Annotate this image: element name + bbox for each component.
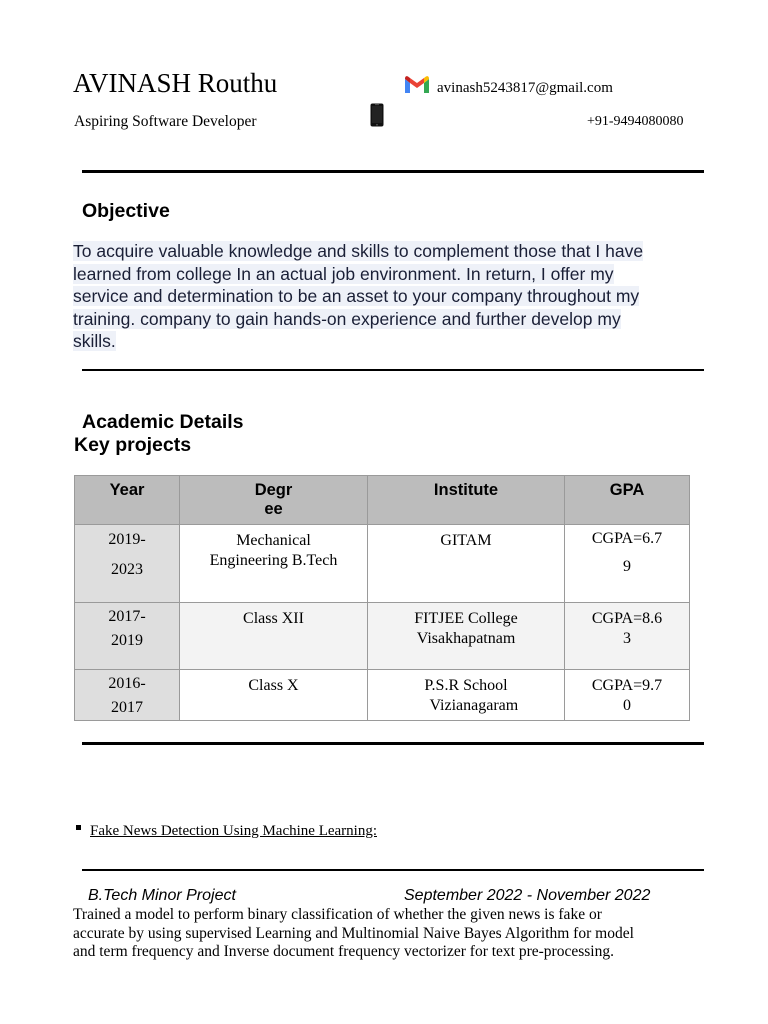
objective-line: training. company to gain hands-on experience and further develop my [73, 308, 621, 329]
table-row [75, 670, 690, 721]
column-header-institute: Institute [368, 476, 565, 525]
email-link[interactable]: avinash5243817@gmail.com [437, 80, 613, 96]
objective-heading: Objective [82, 200, 170, 222]
objective-text [73, 240, 693, 353]
gpa-cell: CGPA=8.6 3 [565, 603, 690, 670]
institute-cell: P.S.R School Vizianagaram [368, 670, 565, 721]
table-row [75, 525, 690, 603]
divider [82, 869, 704, 871]
key-projects-heading: Key projects [74, 434, 192, 456]
year-cell: 2016- 2017 [75, 670, 180, 721]
objective-line: service and determination to be an asset to your company throughout my [73, 286, 640, 307]
candidate-name: AVINASH Routhu [73, 68, 278, 98]
project-description [73, 906, 713, 962]
bullet-icon [76, 825, 81, 830]
divider [82, 742, 704, 745]
objective-line: learned from college In an actual job environment. In return, I offer my [73, 263, 614, 284]
gpa-cell: CGPA=9.7 0 [565, 670, 690, 721]
gpa-cell: CGPA=6.7 9 [565, 525, 690, 603]
table-header-row [75, 476, 690, 525]
project-dates: September 2022 - November 2022 [404, 887, 651, 904]
description-line: accurate by using supervised Learning and Multinomial Naive Bayes Algorithm for model [73, 924, 634, 942]
year-cell: 2017- 2019 [75, 603, 180, 670]
column-header-gpa: GPA [565, 476, 690, 525]
objective-line: To acquire valuable knowledge and skills to complement those that I have [73, 241, 644, 261]
candidate-subtitle: Aspiring Software Developer [74, 113, 257, 130]
year-cell: 2019- 2023 [75, 525, 180, 603]
description-line: and term frequency and Inverse document frequency vectorizer for text pre-processing. [73, 943, 614, 960]
gmail-icon [404, 75, 430, 95]
mobile-phone-icon [370, 103, 384, 127]
institute-cell: FITJEE College Visakhapatnam [368, 603, 565, 670]
degree-cell: Class X [180, 670, 368, 721]
phone-number: +91-9494080080 [587, 114, 684, 129]
divider [82, 369, 704, 371]
table-row [75, 603, 690, 670]
institute-cell: GITAM [368, 525, 565, 603]
degree-cell: Class XII [180, 603, 368, 670]
project-type: B.Tech Minor Project [88, 887, 236, 904]
description-line: Trained a model to perform binary classification of whether the given news is fake or [73, 906, 602, 923]
degree-cell: Mechanical Engineering B.Tech [180, 525, 368, 603]
academic-table [74, 475, 690, 721]
divider [82, 170, 704, 173]
project-title-link[interactable]: Fake News Detection Using Machine Learning: [90, 823, 377, 839]
objective-line: skills. [73, 331, 116, 352]
column-header-degree: Degr ee [180, 476, 368, 525]
academic-heading: Academic Details [82, 411, 244, 433]
column-header-year: Year [75, 476, 180, 525]
